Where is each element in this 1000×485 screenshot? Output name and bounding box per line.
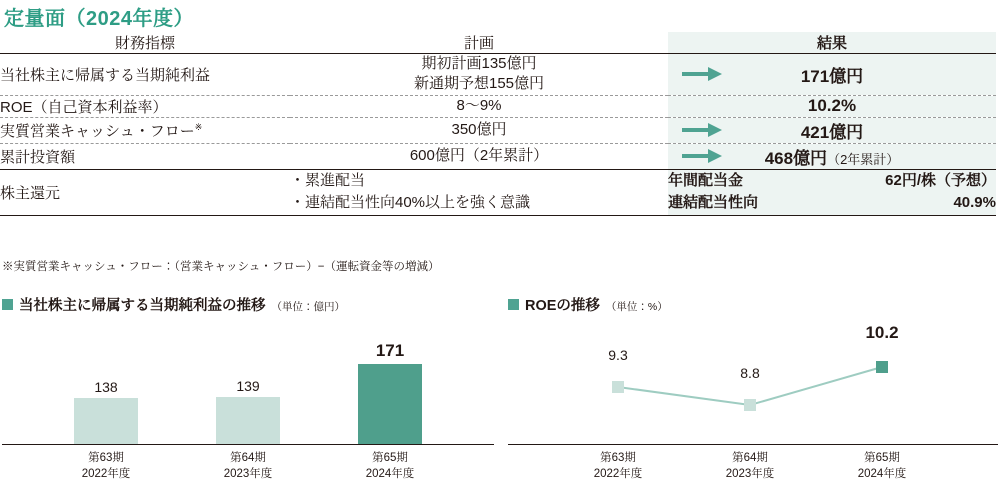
x-label-0 [573, 451, 663, 482]
header-metric: 財務指標 [0, 32, 290, 54]
header-result: 結果 [668, 32, 996, 54]
table-row-shareholder-return [0, 169, 996, 215]
row-label-shareholder-return: 株主還元 [0, 169, 290, 215]
row-label-net-income: 当社株主に帰属する当期純利益 [0, 54, 290, 96]
result-value: 468億円 [764, 148, 828, 168]
result-value: 421億円 [800, 122, 864, 142]
chart-title-row [2, 294, 494, 315]
bar-2 [358, 364, 422, 444]
net-income-trend-chart [2, 294, 494, 480]
row-label-operating-cf [0, 117, 290, 143]
square-bullet-icon [2, 299, 13, 310]
line-plot-area [508, 323, 998, 480]
row-label-cumulative-investment: 累計投資額 [0, 143, 290, 169]
x-label-2-line-1: 第65期 [864, 452, 900, 464]
chart-title-row [508, 294, 998, 315]
row-plan-roe: 8〜9% [290, 95, 668, 117]
dividend-per-share-label: 年間配当金 [668, 171, 744, 189]
header-plan: 計画 [290, 32, 668, 54]
chart-unit: （単位：億円） [271, 301, 345, 313]
row-plan-shareholder-return [290, 169, 668, 215]
row-result-roe [668, 95, 996, 117]
arrow-right-icon [682, 123, 722, 137]
x-label-0-line-2: 2022年度 [593, 467, 643, 480]
x-label-1 [203, 451, 293, 482]
point-label-0: 9.3 [608, 347, 628, 363]
x-label-0-line-1: 第63期 [88, 452, 124, 464]
row-result-net-income [668, 54, 996, 96]
result-value-sub: （2年累計） [827, 151, 900, 167]
result-value: 171億円 [800, 66, 864, 86]
row-result-cumulative-investment [668, 143, 996, 169]
page-title: 定量面（2024年度） [4, 8, 194, 30]
table-row [0, 143, 996, 169]
table-row [0, 117, 996, 143]
financial-table [0, 32, 996, 216]
row-result-shareholder-return [668, 169, 996, 215]
x-label-1-line-1: 第64期 [732, 452, 768, 464]
chart-title: ROEの推移 [525, 298, 600, 314]
bar-value-0: 138 [94, 379, 118, 395]
x-label-0-line-1: 第63期 [600, 452, 636, 464]
arrow-right-icon [682, 149, 722, 163]
roe-trend-chart [508, 294, 998, 480]
bar-1 [216, 397, 280, 444]
point-label-2: 10.2 [865, 323, 899, 342]
x-label-2-line-2: 2024年度 [857, 467, 907, 480]
row-label-text: 実質営業キャッシュ・フロー [0, 122, 195, 140]
bar-plot-area [2, 325, 494, 480]
dividend-per-share-value: 62円/株（予想） [885, 171, 996, 189]
table-header-row [0, 32, 996, 54]
line-chart-axis [508, 444, 998, 445]
x-label-1-line-1: 第64期 [230, 452, 266, 464]
line-chart-x-labels [508, 451, 998, 485]
plan-line-2: 新通期予想155億円 [413, 75, 545, 93]
x-label-1-line-2: 2023年度 [725, 467, 775, 480]
plan-line-1: ・累進配当 [290, 171, 366, 189]
x-label-2-line-1: 第65期 [372, 452, 408, 464]
x-label-2-line-2: 2024年度 [365, 467, 415, 480]
plan-line-1: 期初計画135億円 [421, 55, 537, 72]
bar-0 [74, 398, 138, 444]
chart-unit: （単位：%） [605, 301, 668, 313]
row-result-operating-cf [668, 117, 996, 143]
x-label-1 [705, 451, 795, 482]
bar-series [2, 325, 494, 444]
arrow-right-icon [682, 67, 722, 81]
bar-group-2 [358, 341, 422, 444]
chart-title: 当社株主に帰属する当期純利益の推移 [19, 298, 266, 314]
roe-line-series [508, 325, 998, 445]
x-label-0-line-2: 2022年度 [81, 467, 131, 480]
footnote-marker: ※ [194, 121, 203, 132]
bar-value-1: 139 [236, 378, 260, 394]
dividend-per-share-line [668, 170, 996, 193]
plan-line-2: ・連結配当性向40%以上を強く意識 [290, 194, 531, 211]
footnote-text: ※実質営業キャッシュ・フロー：（営業キャッシュ・フロー）−（運転資金等の増減） [2, 261, 440, 273]
bar-group-0 [74, 379, 138, 444]
table-row [0, 54, 996, 96]
row-plan-net-income [290, 54, 668, 96]
row-plan-cumulative-investment: 600億円（2年累計） [290, 143, 668, 169]
bar-chart-axis [2, 444, 494, 445]
square-bullet-icon [508, 299, 519, 310]
bar-value-2: 171 [375, 341, 405, 360]
x-label-1-line-2: 2023年度 [223, 467, 273, 480]
financial-table-wrap [0, 32, 996, 216]
payout-ratio-label: 連結配当性向 [668, 194, 759, 211]
x-label-0 [61, 451, 151, 482]
result-value: 10.2% [807, 96, 857, 115]
payout-ratio-value: 40.9% [953, 194, 996, 211]
point-label-1: 8.8 [740, 365, 760, 381]
x-label-2 [345, 451, 435, 482]
bar-chart-x-labels [2, 451, 494, 485]
payout-ratio-line [668, 192, 996, 215]
row-label-roe: ROE（自己資本利益率） [0, 95, 290, 117]
x-label-2 [837, 451, 927, 482]
bar-group-1 [216, 378, 280, 444]
table-row [0, 95, 996, 117]
row-plan-operating-cf: 350億円 [290, 117, 668, 143]
